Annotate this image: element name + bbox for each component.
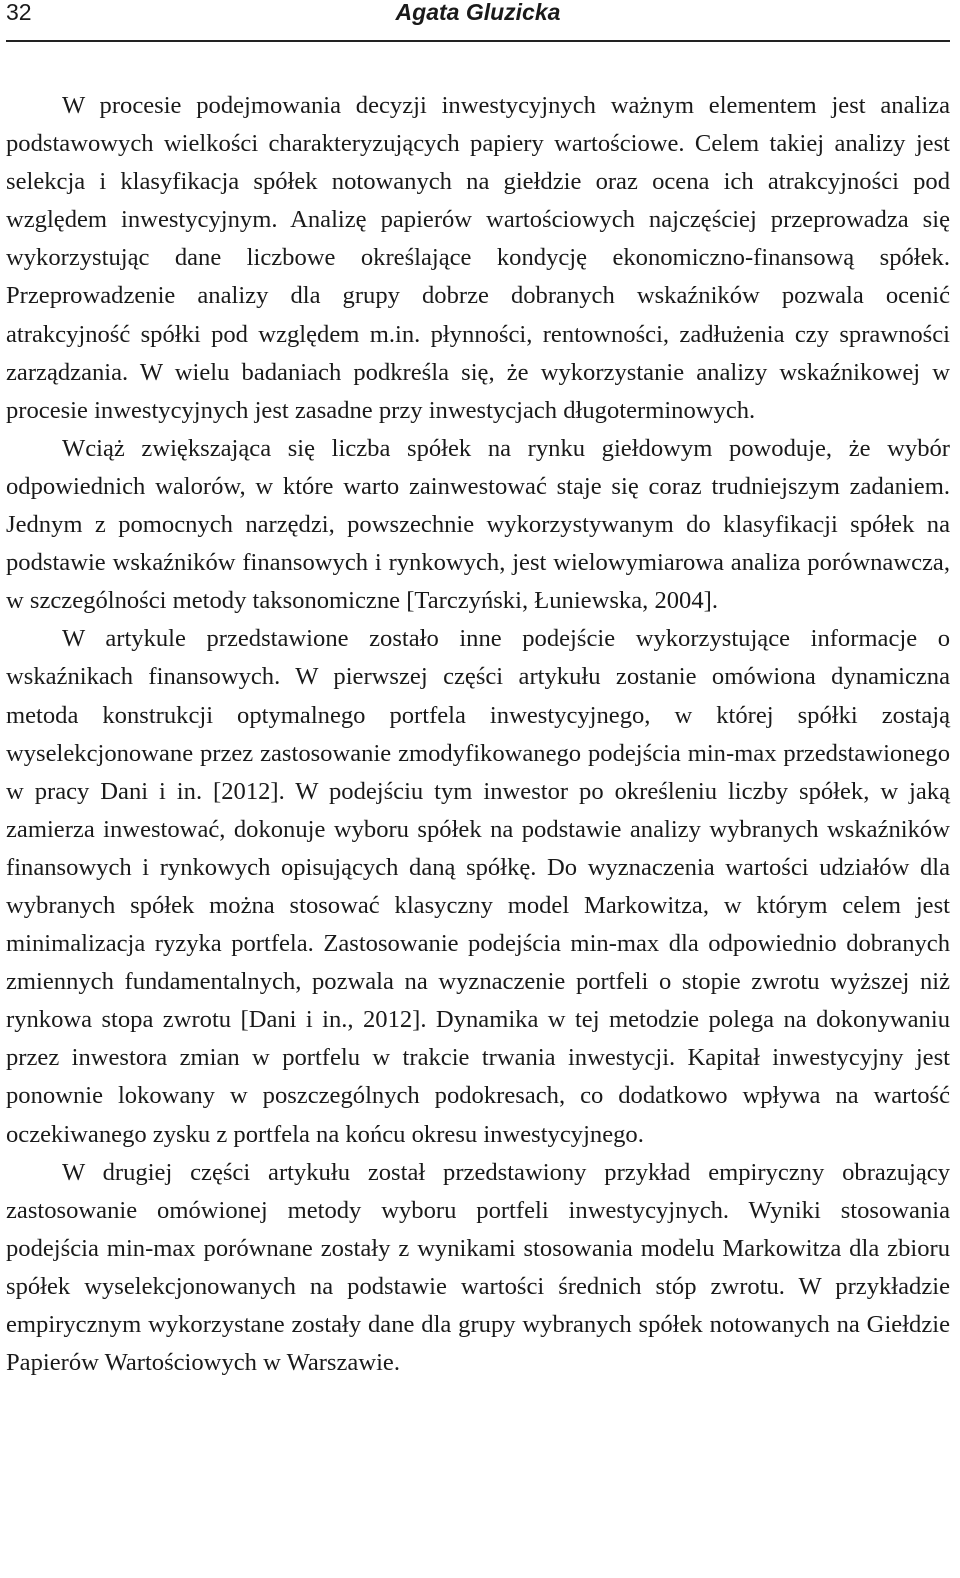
document-page: [6, 0, 950, 1382]
paragraph: W drugiej części artykułu został przedstawiony przykład empiryczny obrazujący zastosowanie omówionej metody wyboru portfeli inwestycyjnych. Wyniki stosowania podejścia min-max porównane zostały z wynikami stosowania modelu Markowitza dla zbioru spółek wyselekcjonowanych na podstawie wartości średnich stóp zwrotu. W przykładzie empirycznym wykorzystane zostały dane dla grupy wybranych spółek notowanych na Giełdzie Papierów Wartościowych w Warszawie.: [6, 1158, 950, 1377]
paragraph: Wciąż zwiększająca się liczba spółek na rynku giełdowym powoduje, że wybór odpowiednich walorów, w które warto zainwestować staje się coraz trudniejszym zadaniem. Jednym z pomocnych narzędzi, powszechnie wykorzystywanym do klasyfikacji spółek na podstawie wskaźników finansowych i rynkowych, jest wielowymiarowa analiza porównawcza, w szczególności metody taksonomiczne [Tarczyński, Łuniewska, 2004].: [6, 434, 950, 615]
paragraph: W artykule przedstawione zostało inne podejście wykorzystujące informacje o wskaźnikach finansowych. W pierwszej części artykułu zostanie omówiona dynamiczna metoda konstrukcji optymalnego portfela inwestycyjnego, w której spółki zostają wyselekcjonowane przez zastosowanie zmodyfikowanego podejścia min-max przedstawionego w pracy Dani i in. [2012]. W podejściu tym inwestor po określeniu liczby spółek, w jaką zamierza inwestować, dokonuje wyboru spółek na podstawie analizy wybranych wskaźników finansowych i rynkowych opisujących daną spółkę. Do wyznaczenia wartości udziałów dla wybranych spółek można stosować klasyczny model Markowitza, w którym celem jest minimalizacja ryzyka portfela. Zastosowanie podejścia min-max dla odpowiednio dobranych zmiennych fundamentalnych, pozwala na wyznaczenie portfeli o stopie zwrotu wyższej niż rynkowa stopa zwrotu [Dani i in., 2012]. Dynamika w tej metodzie polega na dokonywaniu przez inwestora zmian w portfelu w trakcie trwania inwestycji. Kapitał inwestycyjny jest ponownie lokowany w poszczególnych podokresach, co dodatkowo wpływa na wartość oczekiwanego zysku z portfela na końcu okresu inwestycyjnego.: [6, 625, 950, 1148]
page-header: [6, 0, 950, 42]
body-text: [6, 87, 950, 1382]
paragraph: W procesie podejmowania decyzji inwestycyjnych ważnym elementem jest analiza podstawowych wielkości charakteryzujących papiery wartościowe. Celem takiej analizy jest selekcja i klasyfikacja spółek notowanych na giełdzie oraz ocena ich atrakcyjności pod względem inwestycyjnym. Analizę papierów wartościowych najczęściej przeprowadza się wykorzystując dane liczbowe określające kondycję ekonomiczno-finansową spółek. Przeprowadzenie analizy dla grupy dobrze dobranych wskaźników pozwala ocenić atrakcyjność spółki pod względem m.in. płynności, rentowności, zadłużenia czy sprawności zarządzania. W wielu badaniach podkreśla się, że wykorzystanie analizy wskaźnikowej w procesie inwestycyjnych jest zasadne przy inwestycjach długoterminowych.: [6, 92, 950, 424]
running-head-author: Agata Gluzicka: [395, 0, 561, 25]
page-number: 32: [6, 0, 32, 25]
